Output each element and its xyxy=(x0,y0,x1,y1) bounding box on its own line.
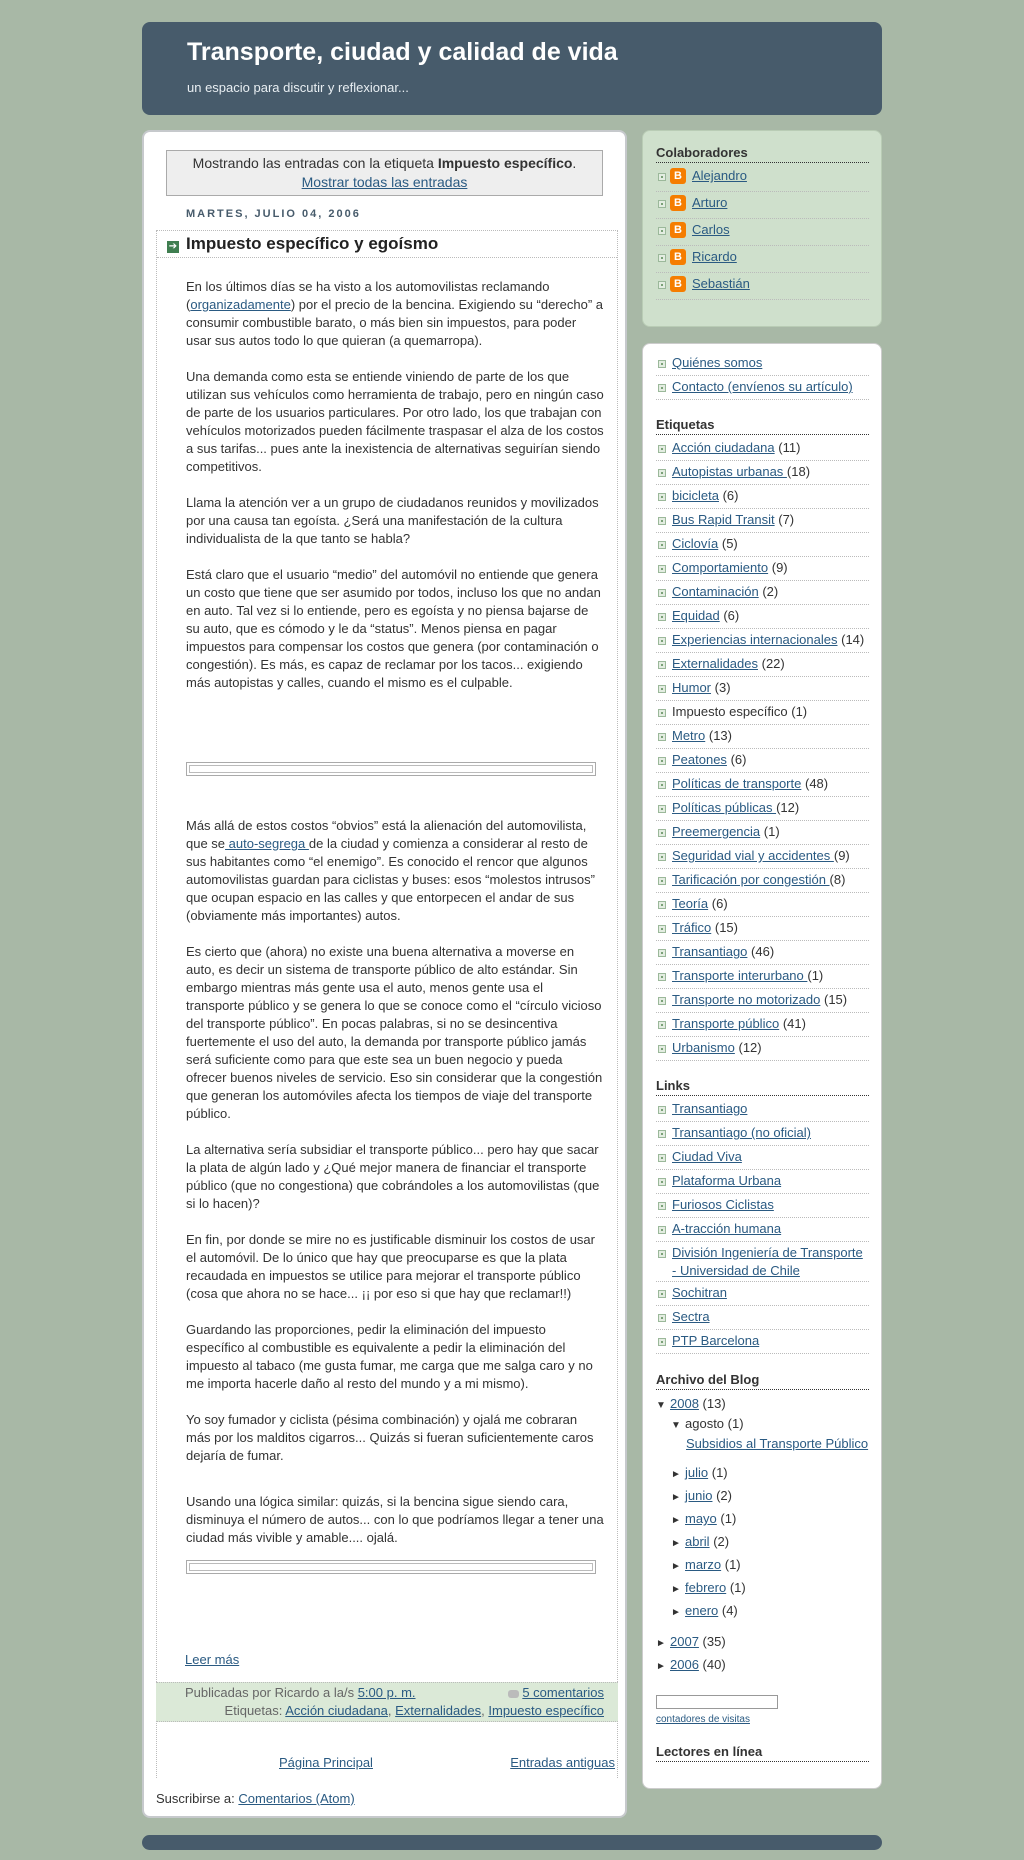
link-item xyxy=(656,1218,869,1242)
pages-list xyxy=(656,352,869,400)
label-count: (11) xyxy=(778,440,801,455)
label-item xyxy=(656,821,869,845)
readers-title: Lectores en línea xyxy=(656,1744,869,1762)
label-count: (6) xyxy=(711,896,728,911)
label-link[interactable]: Preemergencia xyxy=(672,824,761,839)
post-text: ) por el precio de la bencina. Exigiendo su “derecho” a consumir combustible barato, o más bien sin impuestos, para poder usar sus autos todo lo que quieran (a quemarropa). xyxy=(186,297,603,348)
label-link[interactable]: Bus Rapid Transit xyxy=(672,512,775,527)
embedded-object xyxy=(186,762,596,776)
bullet-icon xyxy=(658,973,666,981)
label-item xyxy=(656,437,869,461)
label-item xyxy=(656,677,869,701)
contributor-item xyxy=(656,246,869,273)
label-item xyxy=(656,581,869,605)
label-link[interactable]: Teoría xyxy=(672,896,709,911)
archive-year-link[interactable]: 2006 xyxy=(670,1657,699,1672)
post-link-organizadamente[interactable]: organizadamente xyxy=(190,297,291,312)
post-arrow-icon: ➔ xyxy=(168,241,178,252)
label-count: (9) xyxy=(833,848,850,863)
label-count: (18) xyxy=(786,464,811,479)
post-footer xyxy=(156,1682,618,1722)
post-text: de la ciudad y comienza a considerar al resto de sus habitantes como “el enemigo”. Es conocido el rencor que algunos automovilistas guardan para ciclistas y buses: esos “molestos intrusos” que ocupan espacio en las calles y que entorpecen el andar de sus (obviamente más importantes) autos. xyxy=(186,836,595,923)
bullet-icon xyxy=(658,1178,666,1186)
link-item xyxy=(656,1330,869,1354)
archive-title: Archivo del Blog xyxy=(656,1372,869,1390)
archive-month xyxy=(671,1603,738,1618)
post-label-link[interactable]: Acción ciudadana xyxy=(285,1703,388,1718)
label-link[interactable]: Autopistas urbanas xyxy=(672,464,787,479)
page-link-quienes-somos[interactable]: Quiénes somos xyxy=(672,355,763,370)
bullet-icon xyxy=(658,685,666,693)
subscribe-atom-link[interactable]: Comentarios (Atom) xyxy=(238,1791,355,1806)
label-count: (14) xyxy=(841,632,865,647)
main-column xyxy=(142,130,627,1818)
expand-down-icon[interactable]: ▼ xyxy=(656,1400,666,1411)
expand-right-icon[interactable]: ► xyxy=(671,1561,681,1572)
bullet-icon xyxy=(658,1154,666,1162)
post-title-row xyxy=(157,231,617,258)
label-link[interactable]: Tráfico xyxy=(672,920,712,935)
bullet-icon xyxy=(658,1226,666,1234)
label-current: Impuesto específico xyxy=(672,704,788,719)
archive-month-link[interactable]: febrero xyxy=(685,1580,727,1595)
post-labels: Etiquetas: Acción ciudadana, Externalidades, Impuesto específico xyxy=(224,1703,604,1718)
label-item xyxy=(656,629,869,653)
blog-title[interactable]: Transporte, ciudad y calidad de vida xyxy=(187,38,618,66)
label-item xyxy=(656,917,869,941)
label-item xyxy=(656,509,869,533)
label-count: (15) xyxy=(714,920,738,935)
bullet-icon xyxy=(658,613,666,621)
link-item xyxy=(656,1122,869,1146)
comments xyxy=(508,1685,604,1700)
subscribe-prefix: Suscribirse a: xyxy=(156,1791,239,1806)
contributor-item xyxy=(656,192,869,219)
archive-post-link[interactable]: Subsidios al Transporte Público xyxy=(686,1436,869,1451)
contributor-link[interactable]: Arturo xyxy=(692,195,728,210)
label-link[interactable]: bicicleta xyxy=(672,488,719,503)
post-text: En los últimos días se ha visto a los automovilistas reclamando ( xyxy=(186,279,550,312)
contributor-item xyxy=(656,273,869,300)
post-paragraph: Una demanda como esta se entiende viniendo de parte de los que utilizan sus vehículos como herramienta de trabajo, pero en ningún caso de parte de los usuarios particulares. Por otro lado, los que trabajan con vehículos motorizados pueden fácilmente traspasar el alza de los costos a sus tarifas... pues ante la inexistencia de alternativas seguirían siendo competitivos. xyxy=(186,369,604,474)
archive-month-link[interactable]: junio xyxy=(685,1488,713,1503)
link-item xyxy=(656,1170,869,1194)
contributor-item xyxy=(656,165,869,192)
status-prefix: Mostrando las entradas con la etiqueta xyxy=(192,155,438,171)
label-link[interactable]: Tarificación por congestión xyxy=(672,872,830,887)
label-count: (13) xyxy=(708,728,732,743)
expand-down-icon[interactable]: ▼ xyxy=(671,1420,681,1431)
label-link[interactable]: Peatones xyxy=(672,752,727,767)
comment-icon xyxy=(508,1690,519,1698)
links-title: Links xyxy=(656,1078,869,1096)
expand-right-icon[interactable]: ► xyxy=(656,1661,666,1672)
label-link[interactable]: Transporte público xyxy=(672,1016,780,1031)
bullet-icon xyxy=(658,805,666,813)
label-count: (41) xyxy=(782,1016,806,1031)
archive-year-link[interactable]: 2007 xyxy=(670,1634,699,1649)
label-count: (5) xyxy=(721,536,738,551)
label-item xyxy=(656,773,869,797)
contributor-link[interactable]: Ricardo xyxy=(692,249,737,264)
bullet-icon xyxy=(658,565,666,573)
post-paragraph xyxy=(186,278,604,350)
bullet-icon xyxy=(658,469,666,477)
label-count: (12) xyxy=(738,1040,762,1055)
archive-year-2006 xyxy=(656,1657,726,1672)
expand-right-icon[interactable]: ► xyxy=(671,1538,681,1549)
archive-count: (2) xyxy=(713,1534,730,1549)
footer-bar xyxy=(142,1835,882,1850)
label-item xyxy=(656,845,869,869)
link-item xyxy=(656,1242,869,1282)
label-count: (7) xyxy=(778,512,795,527)
bullet-icon xyxy=(658,1290,666,1298)
post-text: Más allá de estos costos “obvios” está la alienación del automovilista, que se xyxy=(186,818,587,851)
bullet-icon xyxy=(658,1202,666,1210)
external-link[interactable]: PTP Barcelona xyxy=(672,1333,760,1348)
archive-month-link[interactable]: mayo xyxy=(685,1511,717,1526)
bullet-icon xyxy=(658,781,666,789)
label-link[interactable]: Acción ciudadana xyxy=(672,440,775,455)
blog-header xyxy=(142,22,882,115)
label-count: (22) xyxy=(761,656,785,671)
blogger-icon: B xyxy=(670,222,686,238)
label-item xyxy=(656,461,869,485)
post-paragraph: Llama la atención ver a un grupo de ciudadanos reunidos y movilizados por una causa tan egoísta. ¿Será una manifestación de la cultura individualista de la que tanto se habla? xyxy=(186,495,599,546)
post-label-link[interactable]: Impuesto específico xyxy=(488,1703,604,1718)
show-all-posts-link[interactable]: Mostrar todas las entradas xyxy=(301,174,468,190)
archive-month xyxy=(671,1511,736,1526)
status-label: Impuesto específico xyxy=(437,155,573,171)
blogger-icon: B xyxy=(670,195,686,211)
post-paragraph: La alternativa sería subsidiar el transporte público... pero hay que sacar la plata de algún lado y ¿Qué mejor manera de financiar el transporte público (que no congestiona) que cobrándoles a los automovilistas (que si lo hacen)? xyxy=(186,1142,600,1211)
blogger-icon: B xyxy=(670,168,686,184)
archive-month-link[interactable]: enero xyxy=(685,1603,719,1618)
label-count: (3) xyxy=(714,680,731,695)
label-link[interactable]: Metro xyxy=(672,728,706,743)
subscribe xyxy=(156,1791,355,1806)
external-link[interactable]: Plataforma Urbana xyxy=(672,1173,782,1188)
archive-count: (13) xyxy=(702,1396,726,1411)
expand-right-icon[interactable]: ► xyxy=(671,1584,681,1595)
archive-count: (1) xyxy=(720,1511,737,1526)
archive-year-2008 xyxy=(656,1396,726,1411)
external-link[interactable]: Transantiago xyxy=(672,1101,748,1116)
bullet-icon xyxy=(658,173,666,181)
label-item xyxy=(656,653,869,677)
older-posts-link[interactable]: Entradas antiguas xyxy=(510,1755,615,1770)
post-label-link[interactable]: Externalidades xyxy=(395,1703,482,1718)
label-link[interactable]: Experiencias internacionales xyxy=(672,632,838,647)
blog-description: un espacio para discutir y reflexionar... xyxy=(187,80,409,95)
link-item xyxy=(656,1146,869,1170)
visit-counter xyxy=(656,1695,778,1709)
post-paragraph: Es cierto que (ahora) no existe una buena alternativa a moverse en auto, es decir un sistema de transporte público de alto estándar. Sin embargo mientras más gente usa el auto, menos gente usa el transporte público y se genera lo que se conoce como el “círculo vicioso del transporte público”. En pocas palabras, si no se desincentiva fuertemente el uso del auto, la demanda por transporte público jamás será suficiente como para que este sea un buen negocio y pueda ofrecer buenos niveles de servicio. Eso sin considerar que la congestión que generan los automóviles afecta los tiempos de viaje del transporte público. xyxy=(186,944,603,1121)
bullet-icon xyxy=(658,829,666,837)
label-item xyxy=(656,557,869,581)
external-link[interactable]: División Ingeniería de Transporte - Universidad de Chile xyxy=(672,1245,863,1278)
label-link[interactable]: Transporte interurbano xyxy=(672,968,808,983)
label-count: (6) xyxy=(730,752,747,767)
external-link[interactable]: Ciudad Viva xyxy=(672,1149,742,1164)
external-link[interactable]: Furiosos Ciclistas xyxy=(672,1197,774,1212)
bullet-icon xyxy=(658,254,666,262)
bullet-icon xyxy=(658,637,666,645)
blogger-icon: B xyxy=(670,249,686,265)
post-paragraph: Está claro que el usuario “medio” del automóvil no entiende que genera un costo que tiene que ser asumido por todos, incluso los que no andan en auto. Tal vez si lo entiende, pero es egoísta y no piensa bajarse de su auto, que es cómodo y le da “status”. Menos piensa en pagar impuestos para compensar los costos que genera (por contaminación o congestión). Es más, es capaz de reclamar por los tacos... exigiendo más autopistas y calles, cuando el mismo es el culpable. xyxy=(186,567,601,690)
label-link[interactable]: Humor xyxy=(672,680,712,695)
link-item xyxy=(656,1282,869,1306)
label-item xyxy=(656,725,869,749)
post-paragraph: Yo soy fumador y ciclista (pésima combinación) y ojalá me cobraran más por los malditos cigarros... Quizás si fueran suficientemente caros dejaría de fumar. xyxy=(186,1412,594,1463)
label-count: (6) xyxy=(722,488,739,503)
expand-right-icon[interactable]: ► xyxy=(671,1469,681,1480)
page-link-contacto[interactable]: Contacto (envíenos su artículo) xyxy=(672,379,853,394)
bullet-icon xyxy=(658,877,666,885)
bullet-icon xyxy=(658,901,666,909)
contributors-title: Colaboradores xyxy=(656,145,869,163)
archive-month xyxy=(671,1534,729,1549)
bullet-icon xyxy=(658,949,666,957)
contributor-link[interactable]: Carlos xyxy=(692,222,730,237)
label-link[interactable]: Urbanismo xyxy=(672,1040,735,1055)
bullet-icon xyxy=(658,757,666,765)
bullet-icon xyxy=(658,1250,666,1258)
label-item xyxy=(656,485,869,509)
contributor-link[interactable]: Sebastián xyxy=(692,276,750,291)
archive-count: (2) xyxy=(716,1488,732,1503)
post-byline xyxy=(185,1685,416,1700)
label-count: (6) xyxy=(723,608,740,623)
bullet-icon xyxy=(658,517,666,525)
bullet-icon xyxy=(658,493,666,501)
label-item xyxy=(656,989,869,1013)
published-by: Publicadas por Ricardo a la/s xyxy=(185,1685,358,1700)
label-count: (1) xyxy=(807,968,824,983)
label-link[interactable]: Equidad xyxy=(672,608,720,623)
label-item xyxy=(656,965,869,989)
label-count: (46) xyxy=(751,944,775,959)
label-count: (48) xyxy=(804,776,829,791)
label-link[interactable]: Ciclovía xyxy=(672,536,719,551)
archive-month-label: agosto xyxy=(685,1416,725,1431)
label-item xyxy=(656,701,869,725)
contributors-box xyxy=(642,130,882,327)
archive-month-link[interactable]: julio xyxy=(685,1465,709,1480)
label-item xyxy=(656,605,869,629)
bullet-icon xyxy=(658,733,666,741)
label-link[interactable]: Transporte no motorizado xyxy=(672,992,821,1007)
comments-link[interactable]: 5 comentarios xyxy=(522,1685,604,1700)
label-count: (9) xyxy=(771,560,788,575)
post-paragraph: Usando una lógica similar: quizás, si la bencina sigue siendo cara, disminuya el número de autos... con lo que podríamos llegar a tener una ciudad más vivible y amable.... ojalá. xyxy=(186,1494,604,1545)
archive-month-agosto xyxy=(671,1416,744,1431)
label-link[interactable]: Políticas de transporte xyxy=(672,776,802,791)
page-item xyxy=(656,352,869,376)
labels-list xyxy=(656,437,869,1061)
bullet-icon xyxy=(658,709,666,717)
label-link[interactable]: Políticas públicas xyxy=(672,800,777,815)
links-list xyxy=(656,1098,869,1354)
bullet-icon xyxy=(658,1314,666,1322)
contributor-link[interactable]: Alejandro xyxy=(692,168,747,183)
post-paragraph: Guardando las proporciones, pedir la eliminación del impuesto específico al combustible es equivalente a pedir la eliminación del impuesto al tabaco (me gusta fumar, me carga que me salga caro y no me importa hacerle daño al resto del mundo y a mi mismo). xyxy=(186,1322,593,1391)
archive-count: (35) xyxy=(702,1634,726,1649)
bullet-icon xyxy=(658,384,666,392)
visit-counter-link[interactable]: contadores de visitas xyxy=(656,1714,750,1725)
post xyxy=(156,230,618,1778)
post-paragraph xyxy=(186,817,604,925)
external-link[interactable]: Transantiago (no oficial) xyxy=(672,1125,811,1140)
label-item xyxy=(656,1013,869,1037)
blogger-icon: B xyxy=(670,276,686,292)
external-link[interactable]: Sochitran xyxy=(672,1285,727,1300)
bullet-icon xyxy=(658,360,666,368)
label-link[interactable]: Externalidades xyxy=(672,656,758,671)
post-paragraph: En fin, por donde se mire no es justificable disminuir los costos de usar el automóvil. De lo único que hay que preocuparse es que la plata recaudada en impuestos se utilice para mejorar el transporte público (cosa que ahora no se hace... ¡¡ por eso si que hay que reclamar!!) xyxy=(186,1232,595,1301)
label-item xyxy=(656,1037,869,1061)
expand-right-icon[interactable]: ► xyxy=(656,1638,666,1649)
label-item xyxy=(656,533,869,557)
label-item xyxy=(656,893,869,917)
bullet-icon xyxy=(658,227,666,235)
bullet-icon xyxy=(658,1045,666,1053)
archive-month-link[interactable]: abril xyxy=(685,1534,710,1549)
label-item xyxy=(656,749,869,773)
external-link[interactable]: Sectra xyxy=(672,1309,710,1324)
sidebar-box xyxy=(642,343,882,1789)
label-count: (15) xyxy=(824,992,848,1007)
bullet-icon xyxy=(658,541,666,549)
label-count: (1) xyxy=(763,824,780,839)
labels-prefix: Etiquetas: xyxy=(224,1703,286,1718)
archive-count: (1) xyxy=(727,1416,744,1431)
archive-month xyxy=(671,1488,732,1503)
bullet-icon xyxy=(658,589,666,597)
label-item xyxy=(656,941,869,965)
archive-month xyxy=(671,1465,728,1480)
label-link[interactable]: Seguridad vial y accidentes xyxy=(672,848,834,863)
home-page-link[interactable]: Página Principal xyxy=(279,1755,373,1770)
external-link[interactable]: A-tracción humana xyxy=(672,1221,782,1236)
archive-count: (1) xyxy=(729,1580,746,1595)
expand-right-icon[interactable]: ► xyxy=(671,1607,681,1618)
bullet-icon xyxy=(658,925,666,933)
contributor-item xyxy=(656,219,869,246)
bullet-icon xyxy=(658,281,666,289)
status-suffix: . xyxy=(572,155,577,171)
archive-count: (1) xyxy=(724,1557,741,1572)
label-item xyxy=(656,869,869,893)
contributors-list xyxy=(656,165,869,300)
archive-month-link[interactable]: marzo xyxy=(685,1557,722,1572)
label-item xyxy=(656,797,869,821)
date-header: MARTES, JULIO 04, 2006 xyxy=(186,208,361,220)
archive-year-2007 xyxy=(656,1634,726,1649)
labels-title: Etiquetas xyxy=(656,417,869,435)
link-item xyxy=(656,1194,869,1218)
bullet-icon xyxy=(658,200,666,208)
link-item xyxy=(656,1098,869,1122)
page-item xyxy=(656,376,869,400)
archive-count: (1) xyxy=(711,1465,728,1480)
bullet-icon xyxy=(658,1106,666,1114)
archive-month xyxy=(671,1580,746,1595)
read-more-link[interactable]: Leer más xyxy=(185,1652,240,1667)
archive-year-link[interactable]: 2008 xyxy=(670,1396,699,1411)
archive-month xyxy=(671,1557,741,1572)
label-count: (8) xyxy=(829,872,846,887)
embedded-object xyxy=(186,1560,596,1574)
bullet-icon xyxy=(658,445,666,453)
post-time-link[interactable]: 5:00 p. m. xyxy=(357,1685,416,1700)
label-count: (2) xyxy=(762,584,779,599)
bullet-icon xyxy=(658,1021,666,1029)
archive-count: (40) xyxy=(702,1657,726,1672)
bullet-icon xyxy=(658,997,666,1005)
label-link[interactable]: Contaminación xyxy=(672,584,759,599)
status-message xyxy=(166,150,603,196)
bullet-icon xyxy=(658,1130,666,1138)
bullet-icon xyxy=(658,1338,666,1346)
label-link[interactable]: Transantiago xyxy=(672,944,748,959)
label-count: (1) xyxy=(791,704,808,719)
bullet-icon xyxy=(658,853,666,861)
expand-right-icon[interactable]: ► xyxy=(671,1492,681,1503)
post-link-auto-segrega[interactable]: auto-segrega xyxy=(225,836,309,851)
archive-count: (4) xyxy=(721,1603,738,1618)
label-count: (12) xyxy=(776,800,800,815)
label-link[interactable]: Comportamiento xyxy=(672,560,769,575)
post-title: Impuesto específico y egoísmo xyxy=(186,234,439,253)
expand-right-icon[interactable]: ► xyxy=(671,1515,681,1526)
bullet-icon xyxy=(658,661,666,669)
link-item xyxy=(656,1306,869,1330)
